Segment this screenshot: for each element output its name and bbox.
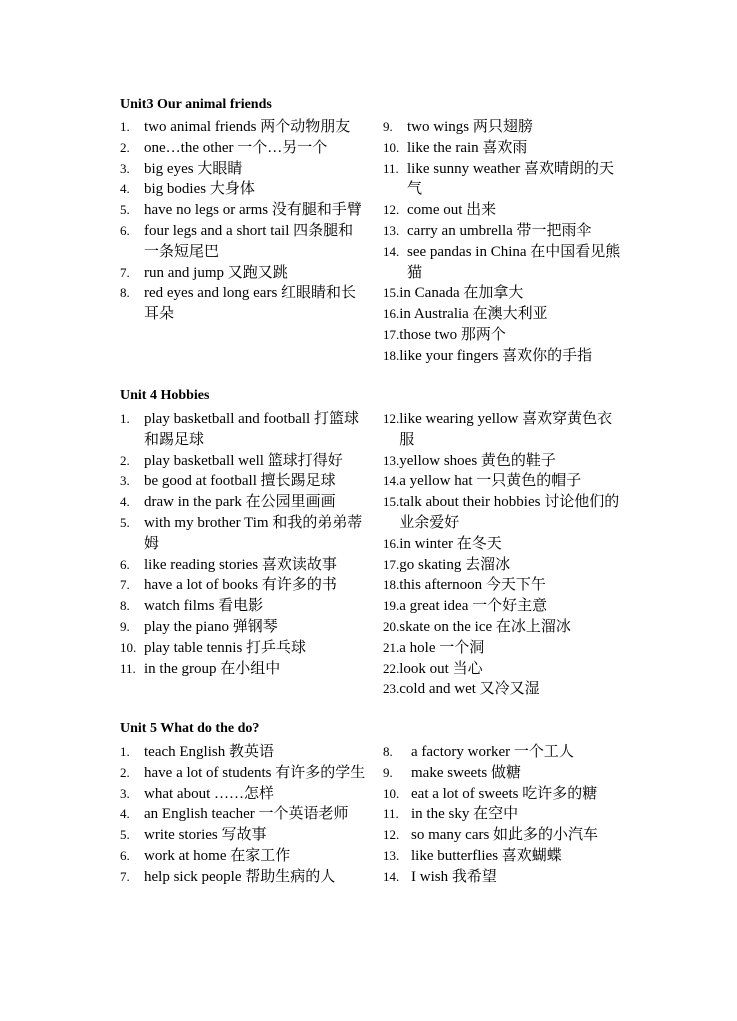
list-item: 4. draw in the park 在公园里画画 (120, 494, 336, 511)
list-item: 8. red eyes and long ears 红眼睛和长耳朵 (120, 285, 357, 323)
list-item: 14. a yellow hat 一只黄色的帽子 (383, 473, 582, 490)
list-item: 21. a hole 一个洞 (383, 639, 485, 656)
list-item: 22. look out 当心 (383, 660, 483, 677)
list-item: 1. play basketball and football 打篮球和踢足球 (120, 411, 359, 448)
list-item: 23. cold and wet 又冷又湿 (383, 681, 540, 698)
list-item: 10. eat a lot of sweets 吃许多的糖 (383, 785, 598, 802)
list-item: 5. with my brother Tim 和我的弟弟蒂姆 (120, 514, 363, 552)
list-item: 2. play basketball well 篮球打得好 (120, 452, 343, 469)
list-item: 3. big eyes 大眼睛 (120, 160, 243, 177)
unit3-right-list (383, 117, 623, 367)
list-item: 16. in Australia 在澳大利亚 (383, 306, 548, 323)
list-item: 5. write stories 写故事 (120, 827, 267, 844)
list-item: 5. have no legs or arms 没有腿和手臂 (120, 202, 362, 219)
list-item: 14. I wish 我希望 (383, 868, 497, 885)
list-item: 17. those two 那两个 (383, 326, 506, 343)
unit5-left-list (120, 742, 368, 888)
list-item: 7. have a lot of books 有许多的书 (120, 577, 337, 594)
list-item: 6. work at home 在家工作 (120, 847, 291, 864)
list-item: 12. come out 出来 (383, 202, 497, 219)
list-item: 16. in winter 在冬天 (383, 535, 502, 552)
list-item: 9. play the piano 弹钢琴 (120, 618, 278, 635)
list-item: 11. in the sky 在空中 (383, 806, 519, 823)
unit5-title: Unit 5 What do the do? (120, 721, 260, 736)
list-item: 9. make sweets 做糖 (383, 764, 521, 781)
list-item: 10. play table tennis 打乒乓球 (120, 639, 307, 656)
list-item: 1. teach English 教英语 (120, 744, 274, 760)
list-item: 3. what about ……怎样 (120, 785, 274, 802)
list-item: 4. big bodies 大身体 (120, 181, 255, 198)
list-item: 8. a factory worker 一个工人 (383, 744, 574, 760)
unit3-left-list (120, 117, 368, 325)
list-item: 19. a great idea 一个好主意 (383, 598, 548, 615)
unit5-right-list (383, 742, 623, 888)
list-item: 7. help sick people 帮助生病的人 (120, 868, 336, 885)
list-item: 6. like reading stories 喜欢读故事 (120, 556, 337, 573)
list-item: 8. watch films 看电影 (120, 598, 264, 615)
list-item: 18. this afternoon 今天下午 (383, 577, 546, 594)
list-item: 1. two animal friends 两个动物朋友 (120, 119, 351, 135)
list-item: 12. like wearing yellow 喜欢穿黄色衣服 (383, 411, 613, 448)
list-item: 6. four legs and a short tail 四条腿和一条短尾巴 (120, 222, 354, 260)
list-item: 12. so many cars 如此多的小汽车 (383, 827, 599, 844)
list-item: 17. go skating 去溜冰 (383, 556, 511, 573)
unit3-title: Unit3 Our animal friends (120, 97, 272, 112)
list-item: 13. carry an umbrella 带一把雨伞 (383, 222, 592, 239)
unit4-left-list (120, 409, 368, 679)
list-item: 11. like sunny weather 喜欢晴朗的天气 (383, 160, 615, 198)
list-item: 2. one…the other 一个…另一个 (120, 139, 328, 156)
list-item: 20. skate on the ice 在冰上溜冰 (383, 618, 571, 635)
list-item: 4. an English teacher 一个英语老师 (120, 806, 349, 823)
unit4-right-list (383, 409, 623, 700)
list-item: 15. in Canada 在加拿大 (383, 285, 524, 302)
list-item: 3. be good at football 擅长踢足球 (120, 473, 336, 490)
list-item: 13. yellow shoes 黄色的鞋子 (383, 452, 556, 469)
list-item: 14. see pandas in China 在中国看见熊猫 (383, 243, 621, 281)
list-item: 9. two wings 两只翅膀 (383, 119, 533, 135)
unit4-title: Unit 4 Hobbies (120, 388, 210, 403)
list-item: 15. talk about their hobbies 讨论他们的业余爱好 (383, 494, 620, 531)
list-item: 2. have a lot of students 有许多的学生 (120, 764, 366, 781)
list-item: 7. run and jump 又跑又跳 (120, 264, 288, 281)
list-item: 13. like butterflies 喜欢蝴蝶 (383, 847, 562, 864)
list-item: 18. like your fingers 喜欢你的手指 (383, 347, 593, 364)
list-item: 10. like the rain 喜欢雨 (383, 139, 528, 156)
list-item: 11. in the group 在小组中 (120, 660, 281, 677)
